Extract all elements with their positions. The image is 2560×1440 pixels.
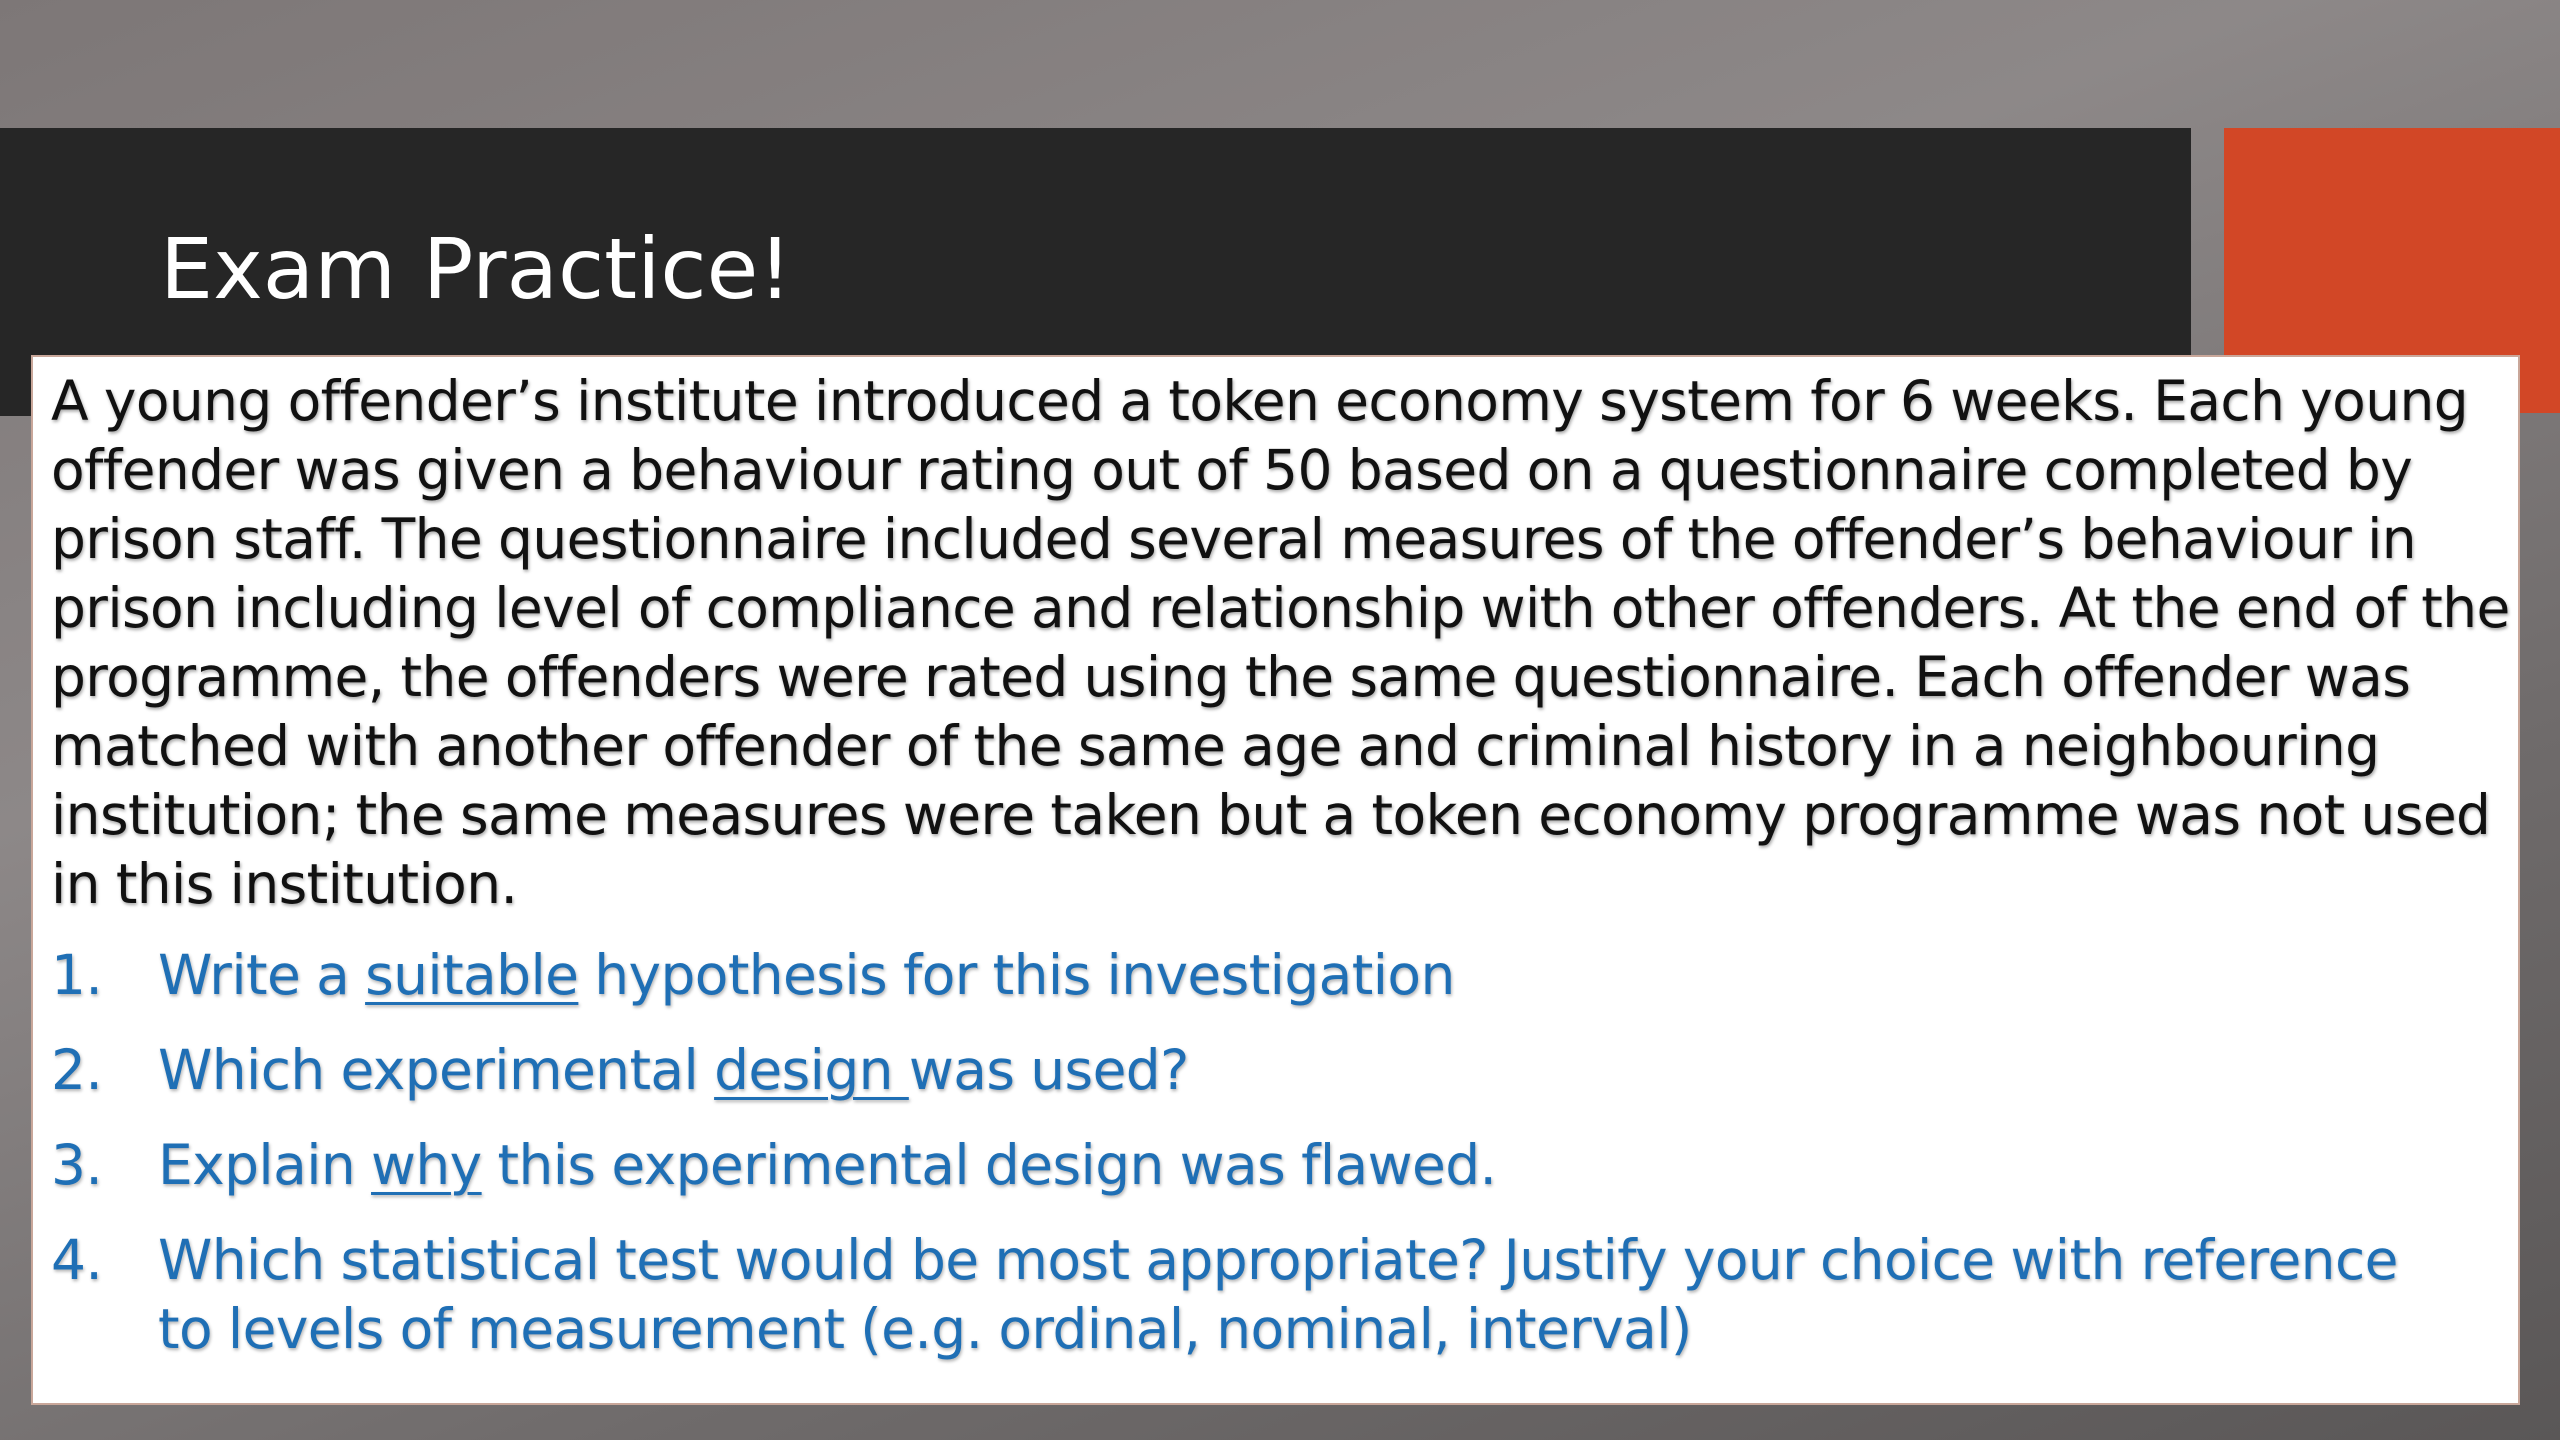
question-text: Explain bbox=[158, 1133, 372, 1197]
question-text: Which statistical test would be most appropriate? Justify your choice with reference to levels of measurement (e.g. ordinal, nominal, interval) bbox=[158, 1228, 2398, 1361]
scenario-text: A young offender’s institute introduced a token economy system for 6 weeks. Each young offender was given a behaviour rating out of 50 based on a questionnaire completed by prison staff. The questionnaire included several measures of the offender’s behaviour in prison including level of compliance and relationship with other offenders. At the end of the programme, the offenders were rated using the same questionnaire. Each offender was matched with another offender of the same age and criminal history in a neighbouring institution; the same measures were taken but a token economy programme was not used in this institution. bbox=[51, 369, 2510, 916]
question-item bbox=[51, 941, 2418, 1010]
question-text: hypothesis for this investigation bbox=[578, 943, 1455, 1007]
question-underlined-word: why bbox=[371, 1133, 482, 1197]
question-item bbox=[51, 1226, 2418, 1364]
question-list bbox=[51, 941, 2518, 1364]
question-text: Write a bbox=[158, 943, 366, 1007]
question-item bbox=[51, 1036, 2418, 1105]
question-number: 4. bbox=[51, 1228, 103, 1292]
question-text: Which experimental bbox=[158, 1038, 715, 1102]
question-number: 2. bbox=[51, 1038, 103, 1102]
question-number: 3. bbox=[51, 1133, 103, 1197]
question-underlined-word: suitable bbox=[365, 943, 579, 1007]
question-text: this experimental design was flawed. bbox=[481, 1133, 1497, 1197]
question-text: was used? bbox=[908, 1038, 1189, 1102]
question-item bbox=[51, 1131, 2418, 1200]
question-underlined-word: design bbox=[714, 1038, 909, 1102]
slide-title: Exam Practice! bbox=[160, 220, 792, 318]
content-box bbox=[31, 355, 2520, 1405]
question-number: 1. bbox=[51, 943, 103, 1007]
